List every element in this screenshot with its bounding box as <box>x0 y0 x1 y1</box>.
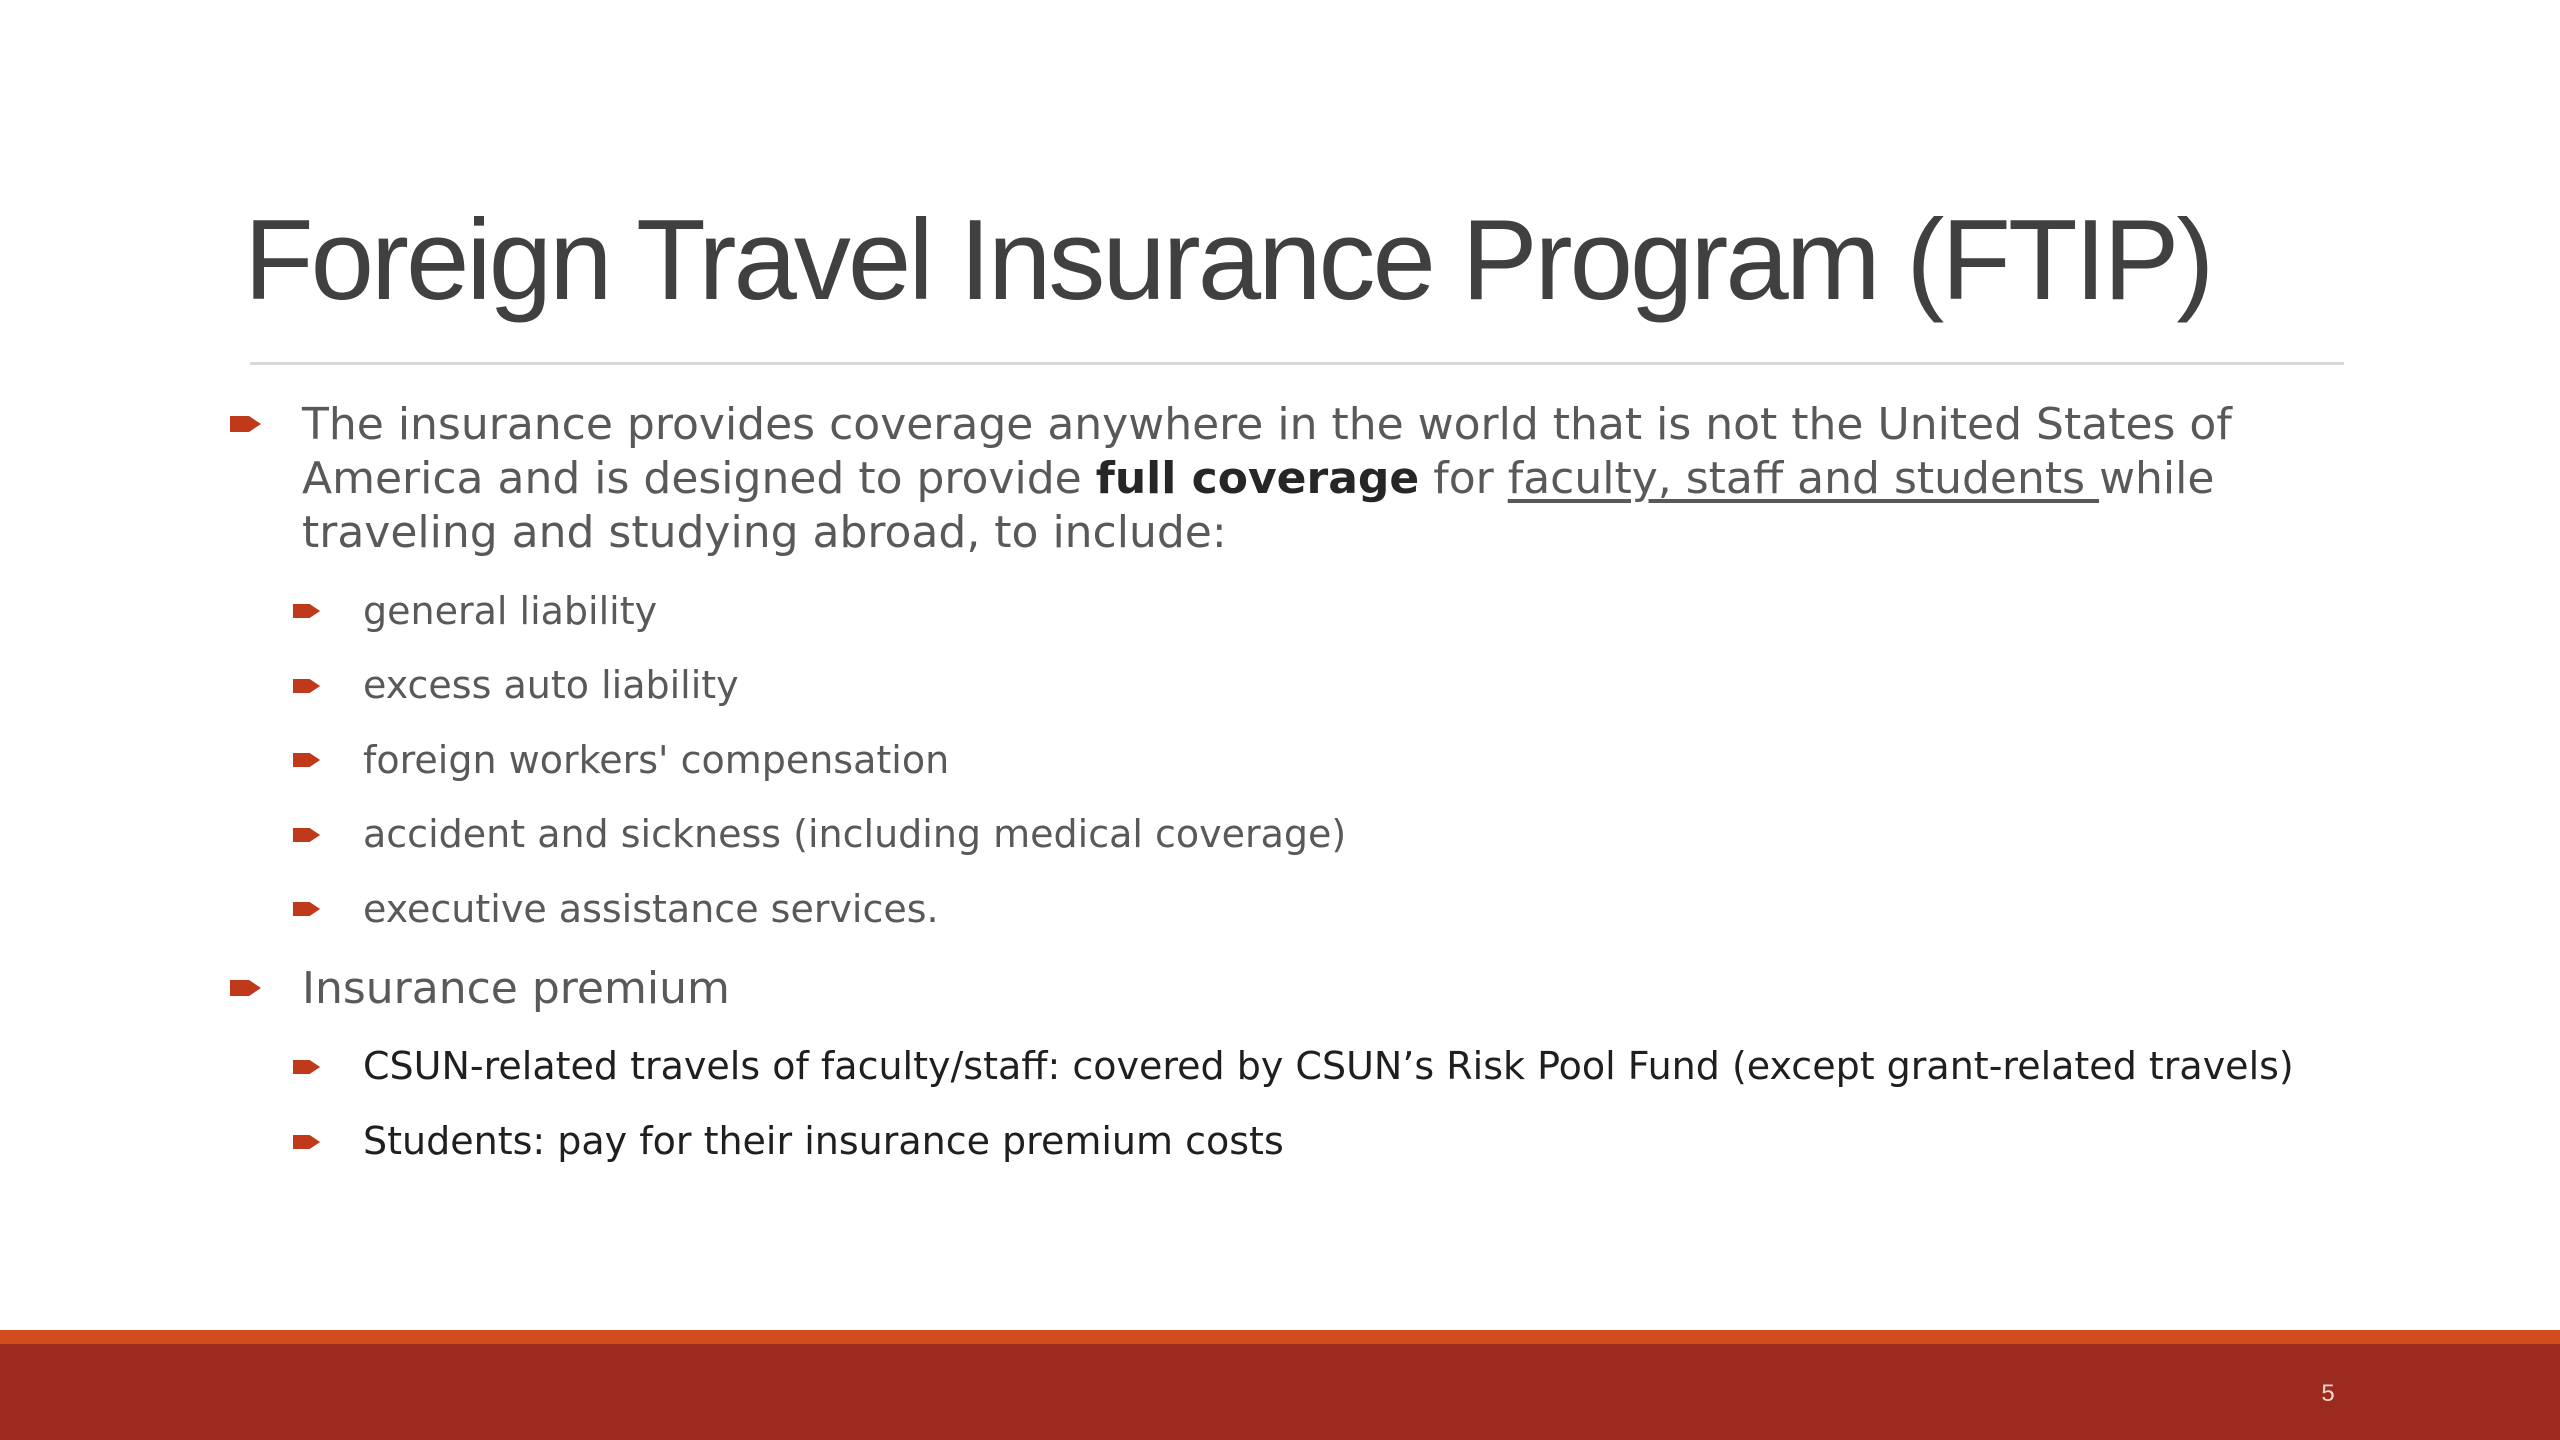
bullet1-line2-pre: America and is designed to provide <box>302 453 1096 504</box>
list-item: excess auto liability <box>363 663 739 707</box>
bullet1-line3: traveling and studying abroad, to include: <box>302 507 1227 558</box>
arrow-bullet-icon <box>293 677 321 695</box>
arrow-bullet-icon <box>293 900 321 918</box>
bullet1-line2-post: while <box>2099 453 2215 504</box>
footer-accent-stripe <box>0 1330 2560 1344</box>
list-item: executive assistance services. <box>363 887 939 931</box>
arrow-bullet-icon <box>293 602 321 620</box>
bullet1-line2 <box>302 452 2214 506</box>
faculty-staff-students-underlined: faculty, staff and students <box>1507 453 2100 504</box>
page-number: 5 <box>2321 1380 2335 1407</box>
arrow-bullet-icon <box>230 978 262 998</box>
list-item: accident and sickness (including medical coverage) <box>363 812 1347 856</box>
list-item: foreign workers' compensation <box>363 738 950 782</box>
arrow-bullet-icon <box>293 1133 321 1151</box>
full-coverage-emphasis: full coverage <box>1095 453 1420 504</box>
arrow-bullet-icon <box>293 1058 321 1076</box>
list-item: CSUN-related travels of faculty/staff: covered by CSUN’s Risk Pool Fund (except grant-related travels) <box>363 1044 2294 1088</box>
bullet1-line1: The insurance provides coverage anywhere in the world that is not the United States of <box>302 399 2232 450</box>
insurance-premium-heading: Insurance premium <box>302 963 730 1014</box>
title-divider <box>250 362 2344 365</box>
footer-bar <box>0 1344 2560 1440</box>
arrow-bullet-icon <box>230 414 262 434</box>
list-item: general liability <box>363 589 658 633</box>
arrow-bullet-icon <box>293 826 321 844</box>
bullet1-line2-mid: for <box>1419 453 1508 504</box>
list-item: Students: pay for their insurance premium costs <box>363 1119 1284 1163</box>
arrow-bullet-icon <box>293 751 321 769</box>
slide-title: Foreign Travel Insurance Program (FTIP) <box>244 197 2212 324</box>
